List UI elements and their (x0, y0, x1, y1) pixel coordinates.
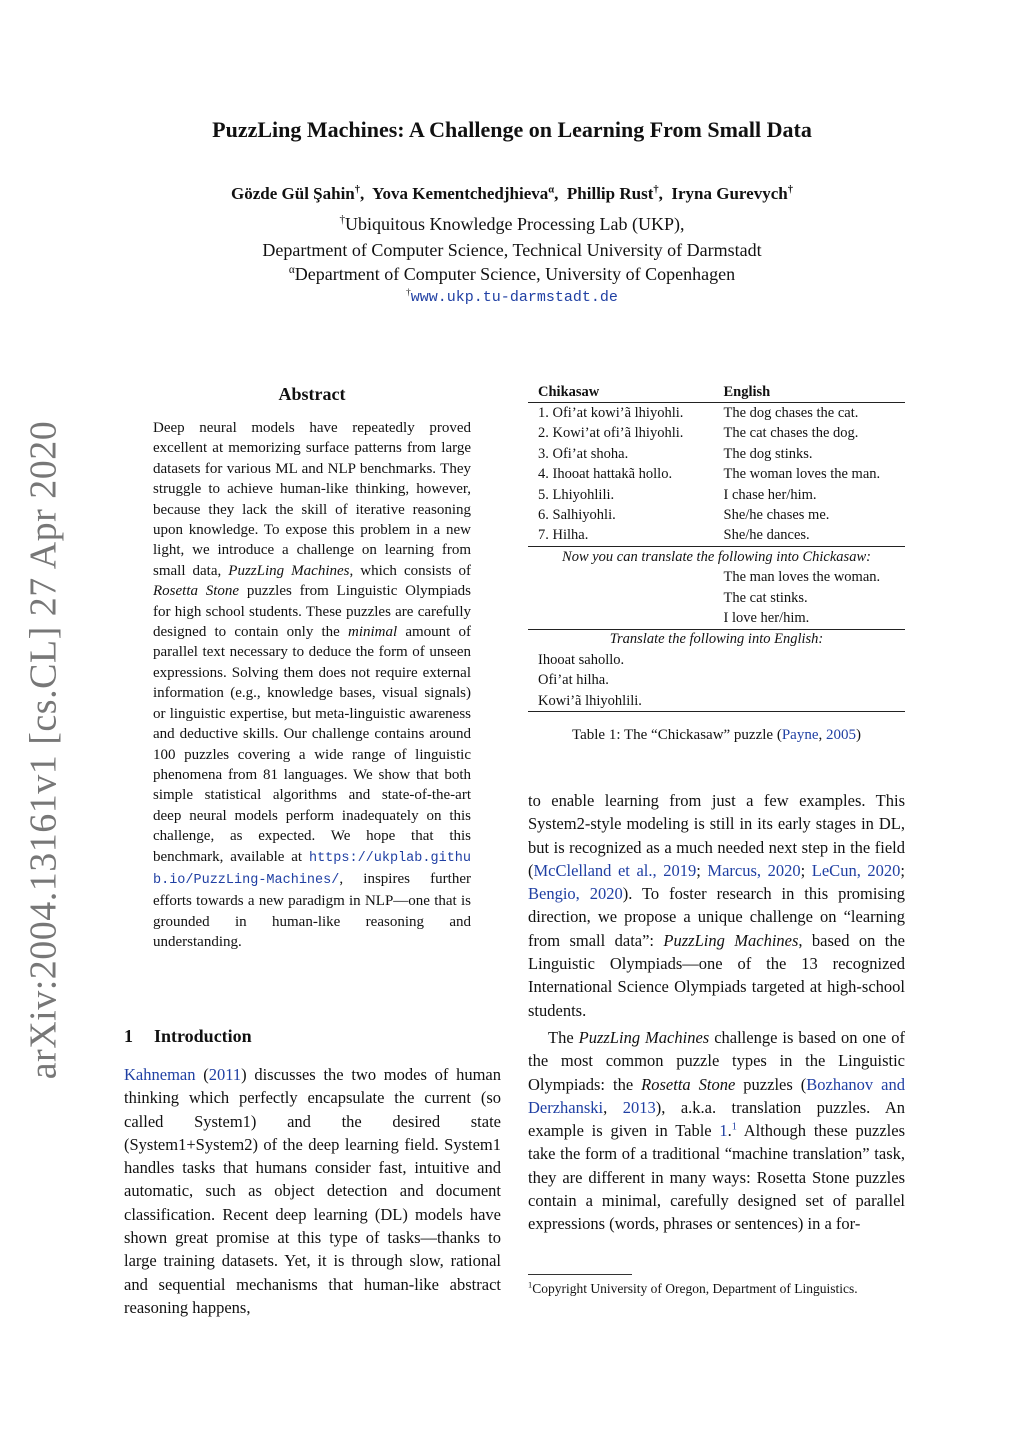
section-heading-introduction (124, 1026, 252, 1047)
citation-mcclelland[interactable]: McClelland et al., 2019 (533, 860, 697, 880)
paragraph-text: , based on the Linguistic Olympiads—one of the 13 recognized International Science Olympiads targeted at high-school students. (528, 930, 905, 1020)
paragraph-emphasis: PuzzLing Machines (663, 930, 799, 950)
dagger-mark: † (653, 184, 659, 196)
table-row (528, 485, 905, 505)
abstract-body (153, 418, 471, 953)
table-section-row (528, 547, 905, 568)
caption-text: , (818, 727, 826, 743)
citation-kahneman-year[interactable]: 2011 (208, 1065, 242, 1084)
caption-text: ) (856, 727, 861, 743)
citation-kahneman[interactable]: Kahneman (124, 1065, 196, 1084)
table-header-english: English (706, 382, 906, 403)
arxiv-stamp (8, 420, 78, 1080)
caption-text: Table 1: The “Chickasaw” puzzle ( (571, 727, 782, 743)
table-cell: The cat stinks. (723, 589, 808, 606)
abstract-text: , which consists of (349, 562, 471, 579)
right-column-body (528, 789, 905, 1236)
footnote-marker-link[interactable]: 1 (731, 1121, 737, 1133)
author-sahin: Gözde Gül Şahin (231, 184, 355, 203)
table-cell: The cat chases the dog. (723, 425, 859, 442)
alpha-mark: α (548, 184, 555, 196)
table-header-chikasaw: Chikasaw (528, 382, 706, 403)
introduction-text: discusses the two modes of human thinking which perfectly encapsulate the current (so called System1) and the desired state (System1+System2) of the deep learning field. System1 handles tasks that humans consider fast, intuitive and automatic, such as object detection and document classification. Recent deep learning (DL) models have shown great promise at this type of tasks—thanks to large training datasets. Yet, it is through slow, rational and sequential mechanisms that human-like abstract reasoning happens, (124, 1065, 501, 1317)
affiliation-tu-darmstadt: Department of Computer Science, Technical University of Darmstadt (262, 240, 762, 260)
table-row (528, 465, 905, 485)
alpha-mark: α (288, 264, 295, 276)
paragraph: to enable learning from just a few examples. This System2-style modeling is still in its early stages in DL, but is recognized as a much needed next step in the field (McClelland et al., 2019; Marcus, 2020; LeCun, 2020; Bengio, 2020). To foster research in this promising direction, we propose a unique challenge on “learning from small data”: PuzzLing Machines, based on the Linguistic Olympiads—one of the 13 recognized International Science Olympiads targeted at high-school students. (528, 791, 905, 1020)
citation-lecun[interactable]: LeCun, 2020 (811, 860, 901, 880)
table-cell: I chase her/him. (723, 486, 817, 503)
abstract-emphasis: minimal (347, 624, 398, 641)
affiliation-copenhagen (0, 264, 1024, 285)
arxiv-identifier: arXiv:2004.13161v1 [cs.CL] 27 Apr 2020 (22, 420, 65, 1080)
table-reference-link[interactable]: 1 (719, 1121, 728, 1141)
abstract-heading: Abstract (278, 384, 346, 404)
table-row (528, 568, 905, 588)
chickasaw-puzzle-table (528, 382, 905, 712)
affiliation-ukp-text: Ubiquitous Knowledge Processing Lab (UKP), (345, 214, 685, 234)
table-cell: I love her/him. (723, 609, 810, 626)
paragraph-text: puzzles ( (735, 1074, 807, 1094)
author-gurevych: Iryna Gurevych (671, 184, 788, 203)
introduction-body: Kahneman (2011) discusses the two modes of human thinking which perfectly encapsulate the current (so called System1) and the desired state (System1+System2) of the deep learning field. System1 handles tasks that humans consider fast, intuitive and automatic, such as object detection and document classification. Recent deep learning (DL) models have shown great promise at this type of tasks—thanks to large training datasets. Yet, it is through slow, rational and sequential mechanisms that human-like abstract reasoning happens, (124, 1065, 501, 1317)
abstract-emphasis: Rosetta Stone (153, 583, 240, 600)
table-cell: 5. Lhiyohlili. (538, 486, 615, 503)
table-cell: 7. Hilha. (538, 527, 589, 544)
footnote (528, 1279, 905, 1298)
footnote-number: 1 (528, 1280, 533, 1290)
table-row (528, 588, 905, 608)
paragraph-text: Although these puzzles take the form of a traditional “machine translation” task, they are different in many ways: Rosetta Stone puzzles contain a minimal, carefully designed set of parallel expressions (words, phrases or sentences) in a for- (528, 1121, 905, 1234)
paragraph-text: ), a.k.a. translation puzzles. An example is given in Table (528, 1097, 905, 1141)
table-row (528, 670, 905, 690)
table-section-label-english: Translate the following into English: (528, 629, 905, 650)
citation-marcus[interactable]: Marcus, 2020 (707, 860, 801, 880)
abstract-text: , inspires further efforts towards a new paradigm in NLP—one that is grounded in human-like reasoning and understanding. (153, 870, 471, 951)
table-cell: She/he dances. (723, 527, 810, 544)
project-url-link[interactable]: https://ukplab.github.io/PuzzLing-Machines/ (153, 850, 471, 888)
table-cell: She/he chases me. (723, 507, 830, 524)
footnote-divider (528, 1274, 632, 1275)
dagger-mark: † (787, 184, 793, 196)
dagger-mark: † (339, 214, 346, 226)
table-section-label-chickasaw: Now you can translate the following into Chickasaw: (528, 547, 905, 568)
dagger-mark: † (406, 288, 411, 298)
author-kementchedjhieva: Yova Kementchedjhieva (372, 184, 549, 203)
section-title: Introduction (154, 1026, 252, 1046)
table-row (528, 650, 905, 670)
author-rust: Phillip Rust (566, 184, 654, 203)
table-cell: Ihooat sahollo. (538, 651, 625, 668)
citation-bozhanov[interactable]: Bozhanov and Derzhanski (528, 1074, 906, 1117)
footnote-text: Copyright University of Oregon, Department of Linguistics. (532, 1281, 858, 1296)
table-cell: 6. Salhiyohli. (538, 507, 616, 524)
paragraph-text: challenge is based on one of the most common puzzle types in the Linguistic Olympiads: the (528, 1027, 905, 1094)
dagger-mark: † (354, 184, 361, 196)
affiliation-url-line (0, 289, 1024, 306)
table-row (528, 424, 905, 444)
table-row (528, 691, 905, 712)
ukp-url-link[interactable]: www.ukp.tu-darmstadt.de (410, 289, 618, 306)
abstract-text: amount of parallel text necessary to deduce the form of unseen expressions. Solving them does not require external information (e.g., knowledge bases, visual signals) or linguistic expertise, but meta-linguistic awareness and deductive skills. Our challenge contains around 100 puzzles covering a wide range of linguistic phenomena from 81 languages. We show that both simple statistical algorithms and state-of-the-art deep neural models perform inadequately on this challenge, as expected. We hope that this benchmark, available at (153, 624, 471, 865)
section-number: 1 (124, 1026, 133, 1046)
citation-payne[interactable]: Payne (781, 727, 819, 743)
citation-payne-year[interactable]: 2005 (826, 727, 856, 743)
abstract-text: puzzles from Linguistic Olympiads for high school students. These puzzles are carefully designed to contain only the (153, 583, 471, 641)
citation-bozhanov-year[interactable]: 2013 (622, 1097, 656, 1117)
table-row (528, 526, 905, 547)
table-row (528, 444, 905, 464)
affiliation-copenhagen-text: Department of Computer Science, University of Copenhagen (294, 264, 736, 284)
table-cell: 2. Kowi’at ofi’ã lhiyohli. (538, 425, 684, 442)
author-list: Gözde Gül Şahin†, Yova Kementchedjhieva$^\alpha$, Phillip Rust†, Iryna Gurevych† (231, 184, 793, 203)
paragraph-text: ). To foster research in this promising direction, we propose a unique challenge on “learning from small data”: (528, 884, 905, 950)
table-row (528, 403, 905, 424)
table-cell: The woman loves the man. (723, 466, 881, 483)
table-cell: The dog stinks. (723, 445, 813, 462)
table-cell: Kowi’ã lhiyohlili. (528, 691, 706, 712)
table-caption (528, 727, 905, 744)
table-header-row (528, 382, 905, 403)
abstract-emphasis: PuzzLing Machines (228, 562, 350, 579)
table-cell: The dog chases the cat. (723, 405, 859, 422)
paragraph-text: The (548, 1027, 579, 1047)
paragraph: The PuzzLing Machines challenge is based on one of the most common puzzle types in the Linguistic Olympiads: the Rosetta Stone puzzles (Bozhanov and Derzhanski, 2013), a.k.a. translation puzzles. An example is given in Table 1.$^1$ Although these puzzles take the form of a traditional “machine translation” task, they are different in many ways: Rosetta Stone puzzles contain a minimal, carefully designed set of parallel expressions (words, phrases or sentences) in a for- (528, 1027, 906, 1234)
paragraph-emphasis: Rosetta Stone (641, 1074, 736, 1094)
paper-title: PuzzLing Machines: A Challenge on Learning From Small Data (212, 117, 812, 142)
table-cell: 3. Ofi’at shoha. (538, 445, 629, 462)
paragraph-text: to enable learning from just a few examples. This System2-style modeling is still in its early stages in DL, but is recognized as a much needed next step in the field ( (528, 791, 905, 880)
table-row (528, 608, 905, 629)
abstract-text: Deep neural models have repeatedly proved excellent at memorizing surface patterns from large datasets for various ML and NLP benchmarks. They struggle to achieve human-like thinking, however, because they lack the skill of iterative reasoning upon knowledge. To expose this problem in a new light, we introduce a challenge on learning from small data, (153, 420, 471, 579)
table-section-row (528, 629, 905, 650)
table-row (528, 505, 905, 525)
affiliation-ukp (0, 214, 1024, 235)
table-cell: Ofi’at hilha. (538, 672, 609, 689)
citation-bengio[interactable]: Bengio, 2020 (528, 884, 623, 904)
table-cell: The man loves the woman. (723, 569, 881, 586)
paragraph-emphasis: PuzzLing Machines (578, 1027, 710, 1047)
table-cell: 4. Ihooat hattakã hollo. (538, 466, 673, 483)
table-cell: 1. Ofi’at kowi’ã lhiyohli. (538, 405, 684, 422)
